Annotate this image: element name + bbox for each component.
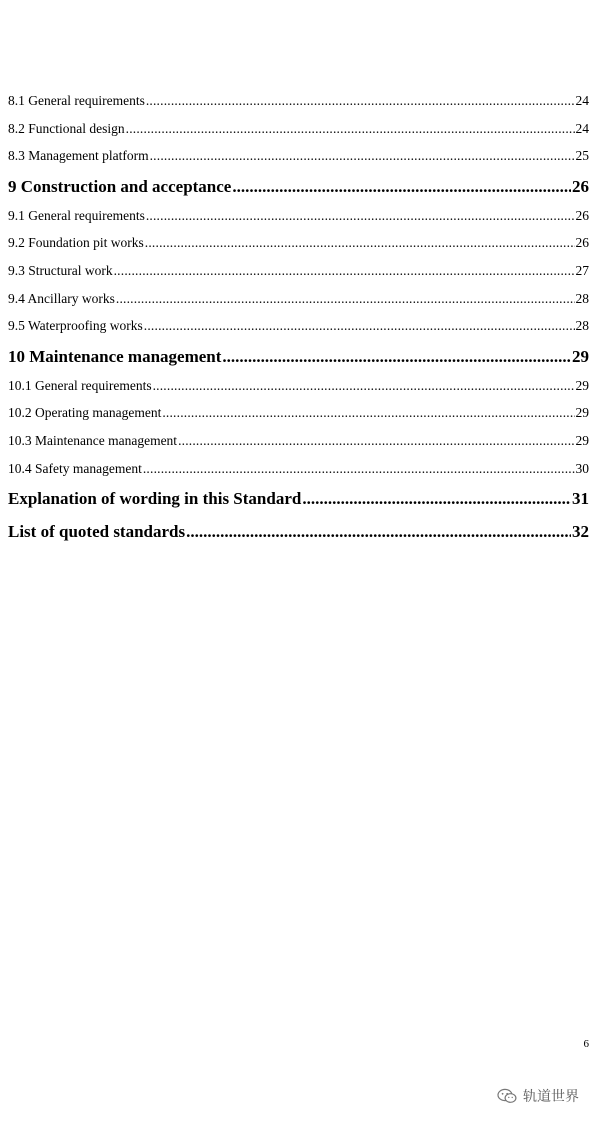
- toc-entry-title[interactable]: Explanation of wording in this Standard: [8, 489, 302, 509]
- toc-entry-page: 30: [575, 460, 589, 476]
- toc-leader-dots: [186, 520, 571, 544]
- toc-entry-page: 31: [572, 489, 589, 509]
- toc-leader-dots: [232, 175, 571, 199]
- toc-entry[interactable]: [8, 459, 589, 487]
- toc-entry-page: 32: [572, 522, 589, 542]
- toc-leader-dots: [144, 316, 575, 336]
- toc-chapter-entry[interactable]: [8, 520, 589, 550]
- toc-entry-title[interactable]: 10 Maintenance management: [8, 346, 222, 366]
- toc-entry[interactable]: [8, 289, 589, 317]
- toc-entry[interactable]: [8, 431, 589, 459]
- toc-leader-dots: [178, 431, 574, 451]
- wechat-icon: [497, 1088, 517, 1104]
- toc-entry-title[interactable]: List of quoted standards: [8, 522, 186, 542]
- page-number: 6: [583, 1038, 589, 1050]
- toc-entry-page: 26: [572, 176, 589, 196]
- toc-leader-dots: [146, 206, 575, 226]
- toc-entry-page: 26: [575, 235, 589, 251]
- toc-entry-page: 29: [575, 377, 589, 393]
- toc-leader-dots: [150, 146, 575, 166]
- toc-leader-dots: [114, 261, 575, 281]
- toc-chapter-entry[interactable]: [8, 487, 589, 517]
- toc-leader-dots: [126, 119, 575, 139]
- toc-entry-page: 25: [575, 148, 589, 164]
- source-watermark: [497, 1086, 579, 1106]
- toc-entry-title[interactable]: 8.2 Functional design: [8, 120, 125, 136]
- toc-entry-page: 28: [575, 290, 589, 306]
- toc-leader-dots: [145, 233, 575, 253]
- toc-entry[interactable]: [8, 91, 589, 119]
- toc-leader-dots: [143, 459, 575, 479]
- toc-entry[interactable]: [8, 376, 589, 404]
- toc-entry-title[interactable]: 10.4 Safety management: [8, 460, 142, 476]
- toc-entry-title[interactable]: 8.1 General requirements: [8, 93, 145, 108]
- toc-entry[interactable]: [8, 146, 589, 174]
- toc-entry-title[interactable]: 9 Construction and acceptance: [8, 176, 232, 196]
- toc-leader-dots: [116, 289, 575, 309]
- toc-entry[interactable]: [8, 233, 589, 261]
- toc-entry[interactable]: [8, 119, 589, 147]
- toc-leader-dots: [222, 345, 571, 369]
- watermark-text: 轨道世界: [523, 1089, 579, 1105]
- toc-entry[interactable]: [8, 403, 589, 431]
- toc-entry-page: 27: [575, 262, 589, 278]
- toc-chapter-entry[interactable]: [8, 175, 589, 205]
- toc-entry-title[interactable]: 10.3 Maintenance management: [8, 432, 178, 448]
- toc-entry[interactable]: [8, 206, 589, 234]
- toc-entry-page: 26: [575, 207, 589, 223]
- toc-entry-page: 29: [572, 346, 589, 366]
- toc-entry-title[interactable]: 9.2 Foundation pit works: [8, 235, 144, 251]
- toc-entry-title[interactable]: 10.1 General requirements: [8, 377, 152, 393]
- toc-chapter-entry[interactable]: [8, 345, 589, 375]
- toc-entry-title[interactable]: 9.5 Waterproofing works: [8, 318, 143, 334]
- toc-entry-title[interactable]: 9.1 General requirements: [8, 207, 145, 223]
- toc-entry-title[interactable]: 10.2 Operating management: [8, 405, 162, 421]
- toc-leader-dots: [153, 376, 575, 396]
- toc-leader-dots: [162, 403, 574, 423]
- toc-entry-page: 29: [575, 405, 589, 421]
- toc-leader-dots: [302, 487, 571, 511]
- toc-entry-page: 29: [575, 432, 589, 448]
- toc-entry[interactable]: [8, 316, 589, 344]
- toc-entry-title[interactable]: 9.3 Structural work: [8, 262, 113, 278]
- toc-entry-title[interactable]: 8.3 Management platform: [8, 148, 149, 164]
- toc-entry-page: 28: [575, 318, 589, 334]
- table-of-contents: [8, 91, 589, 550]
- toc-entry-page: 24: [575, 120, 589, 136]
- toc-entry-title[interactable]: 9.4 Ancillary works: [8, 290, 115, 306]
- toc-leader-dots: [146, 91, 575, 111]
- toc-entry-page: 24: [575, 93, 589, 108]
- toc-entry[interactable]: [8, 261, 589, 289]
